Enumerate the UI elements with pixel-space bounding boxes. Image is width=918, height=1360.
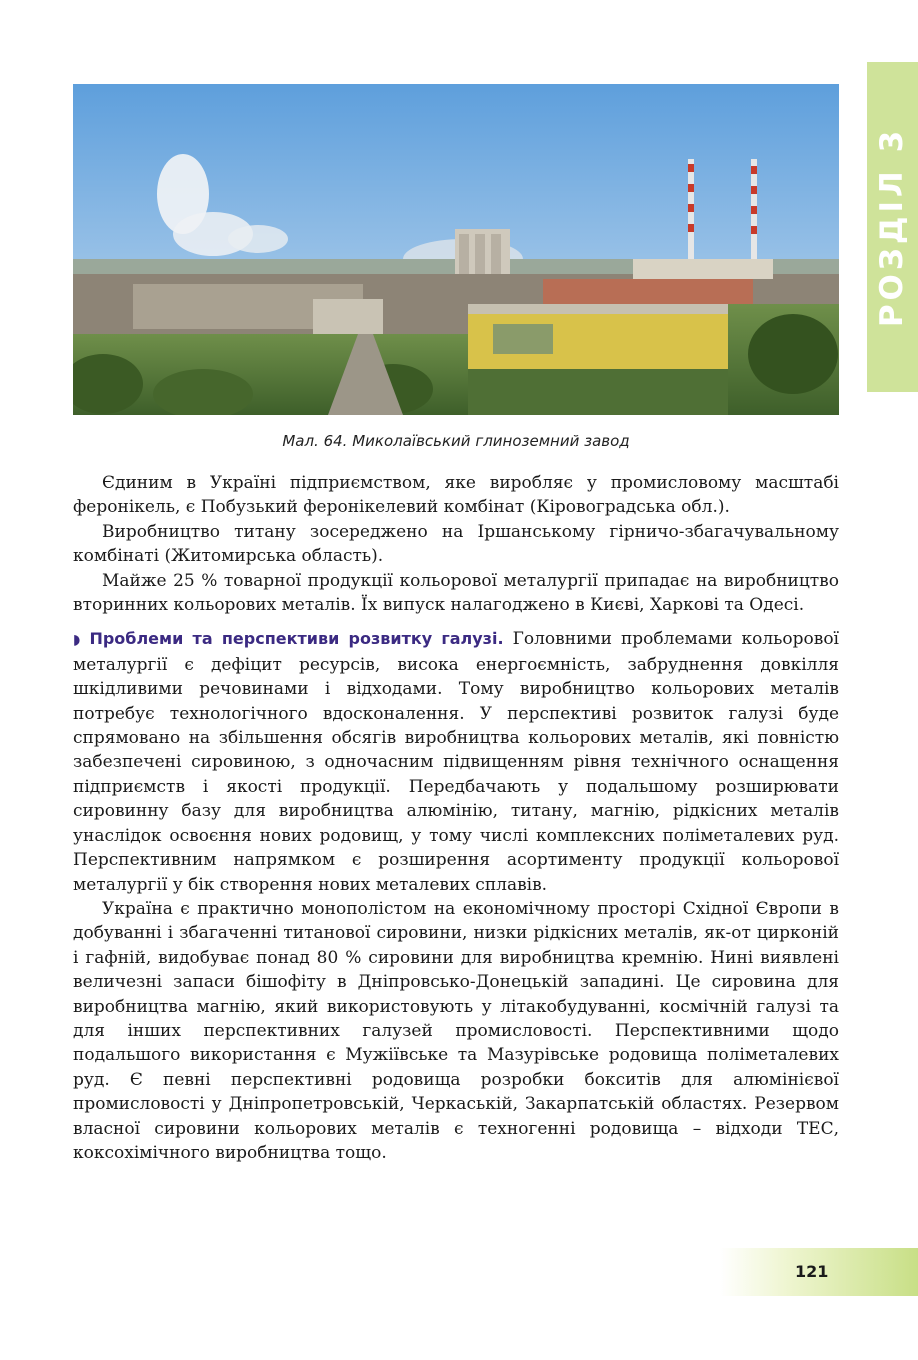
section-body: Головними проблемами кольорової металургії є дефіцит ресурсів, висока енергоємність, забруднення довкілля шкідливими речовинами і відходами. Тому виробництво кольорових металів потребує технологічного вдосконалення. У перспективі розвиток галузі буде спрямовано на збільшення обсягів виробництва кольорових металів, які повністю забезпечені сировиною, з одночасним підвищенням рівня технічного оснащення підприємств і якості продукції. Передбачають у подальшому розширювати сировинну базу для виробництва алюмінію, титану, магнію, рідкісних металів унаслідок освоєння нових родовищ, у тому числі комплексних поліметалевих руд. Перспективним напрямком є розширення асортименту продукції кольорової металургії у бік створення нових металевих сплавів. — [73, 629, 839, 895]
paragraph-feronickel: Єдиним в Україні підприємством, яке виробляє у промисловому масштабі феронікель, є Побузький феронікелевий комбінат (Кіровоградська обл.). — [73, 473, 839, 518]
paragraph-titanium: Виробництво титану зосереджено на Іршанському гірничо-збагачувальному комбінаті (Житомирська область). — [73, 521, 839, 567]
figure-caption: Мал. 64. Миколаївський глиноземний завод — [282, 432, 630, 450]
section-heading: Проблеми та перспективи розвитку галузі. — [89, 629, 504, 649]
paragraph-secondary-metals: Майже 25 % товарної продукції кольорової металургії припадає на виробництво вторинних кольорових металів. Їх випуск налагоджено в Києві, Харкові та Одесі. — [73, 570, 839, 616]
page-number: 121 — [795, 1262, 829, 1281]
body-text — [73, 471, 839, 1165]
factory-illustration — [73, 84, 839, 415]
section-marker-icon: ◗ — [73, 632, 81, 649]
chapter-side-tab — [867, 62, 918, 392]
chapter-label: РОЗДІЛ 3 — [874, 126, 910, 328]
factory-photo — [73, 84, 839, 415]
paragraph-ukraine-resources: Україна є практично монополістом на економічному просторі Східної Європи в добуванні і збагаченні титанової сировини, низки рідкісних металів, як-от цирконій і гафній, видобуває понад 80 % сировини для виробництва кремнію. Нині виявлені величезні запаси бішофіту в Дніпровсько-Донецькій западині. Це сировина для виробництва магнію, який використовують у літакобудуванні, космічній галузі та для інших перспективних галузей промисловості. Перспективними щодо подальшого використання є Мужіївське та Мазурівське родовища поліметалевих руд. Є певні перспективні родовища розробки бокситів для алюмінієвої промисловості у Дніпропетровській, Черкаській, Закарпатській областях. Резервом власної сировини кольорових металів є техногенні родовища – відходи ТЕС, коксохімічного виробництва тощо. — [73, 898, 839, 1163]
section-problems — [73, 627, 839, 896]
